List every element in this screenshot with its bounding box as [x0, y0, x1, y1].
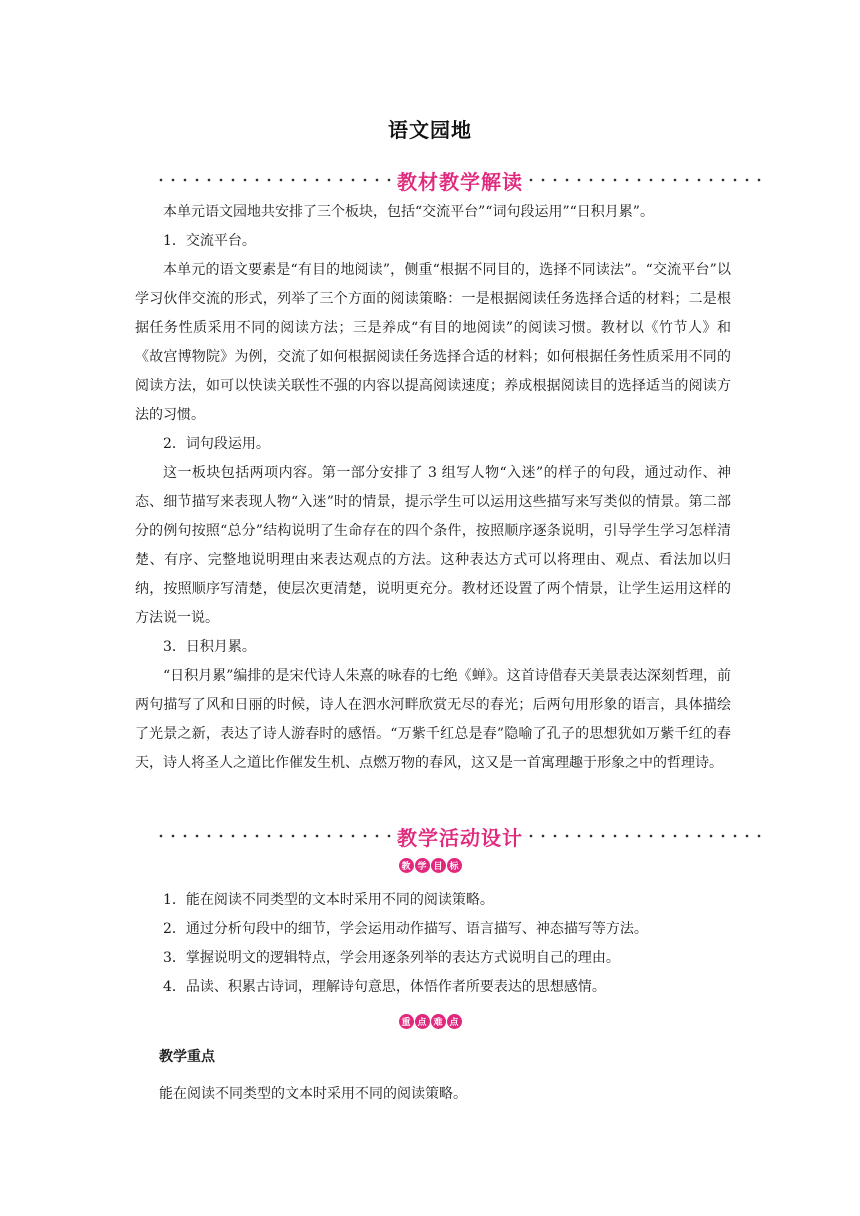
- badge-char: 标: [447, 858, 462, 873]
- badge-char: 点: [415, 1014, 430, 1029]
- dotted-divider-right: [527, 178, 765, 182]
- dotted-divider-left: [155, 178, 393, 182]
- section-heading: 教学活动设计: [397, 825, 523, 850]
- list-heading: 3．日积月累。: [163, 639, 256, 655]
- dotted-divider-right: [527, 834, 765, 838]
- dotted-divider-left: [155, 834, 393, 838]
- badge-char: 学: [415, 858, 430, 873]
- section-heading: 教材教学解读: [397, 169, 523, 194]
- badge-char: 教: [399, 858, 414, 873]
- goal-item: 2．通过分析句段中的细节，学会运用动作描写、语言描写、神态描写等方法。: [163, 921, 648, 937]
- section-banner-activity-design: [155, 820, 765, 852]
- goals-list: [135, 886, 731, 1002]
- list-heading: 1．交流平台。: [163, 233, 256, 249]
- badge-teaching-goals: [0, 858, 860, 873]
- goal-item: 1．能在阅读不同类型的文本时采用不同的阅读策略。: [163, 892, 494, 908]
- page-title: 语文园地: [388, 118, 472, 142]
- paragraph: “日积月累”编排的是宋代诗人朱熹的咏春的七绝《蝉》。这首诗借春天美景表达深刻哲理，前两句描写了风和日丽的时候，诗人在泗水河畔欣赏无尽的春光；后两句用形象的语言，具体描绘了光景之新，表达了诗人游春时的感悟。“万紫千红总是春”隐喻了孔子的思想犹如万紫千红的春天，诗人将圣人之道比作催发生机、点燃万物的春风，这又是一首寓理趣于形象之中的哲理诗。: [135, 668, 731, 771]
- paragraph: 这一板块包括两项内容。第一部分安排了 3 组写人物“入迷”的样子的句段，通过动作、神态、细节描写来表现人物“入迷”时的情景，提示学生可以运用这些描写来写类似的情景。第二部分的例句按照“总分”结构说明了生命存在的四个条件，按照顺序逐条说明，引导学生学习怎样清楚、有序、完整地说明理由来表达观点的方法。这种表达方式可以将理由、观点、看法加以归纳，按照顺序写清楚，使层次更清楚，说明更充分。教材还设置了两个情景，让学生运用这样的方法说一说。: [135, 465, 731, 626]
- key-point-text: 能在阅读不同类型的文本时采用不同的阅读策略。: [159, 1086, 467, 1102]
- badge-key-difficult-points: [0, 1014, 860, 1029]
- badge-char: 点: [447, 1014, 462, 1029]
- badge-char: 重: [399, 1014, 414, 1029]
- list-heading: 2．词句段运用。: [163, 436, 270, 452]
- section-banner-textbook-interpretation: [155, 164, 765, 196]
- badge-char: 难: [431, 1014, 446, 1029]
- paragraph: 本单元的语文要素是“有目的地阅读”，侧重“根据不同目的，选择不同读法”。“交流平台”以学习伙伴交流的形式，列举了三个方面的阅读策略：一是根据阅读任务选择合适的材料；二是根据任务性质采用不同的阅读方法；三是养成“有目的地阅读”的阅读习惯。教材以《竹节人》和《故宫博物院》为例，交流了如何根据阅读任务选择合适的材料；如何根据任务性质采用不同的阅读方法，如可以快读关联性不强的内容以提高阅读速度；养成根据阅读目的选择适当的阅读方法的习惯。: [135, 262, 731, 423]
- goal-item: 4．品读、积累古诗词，理解诗句意思，体悟作者所要表达的思想感情。: [163, 979, 606, 995]
- section-body: [135, 198, 731, 778]
- goal-item: 3．掌握说明文的逻辑特点，学会用逐条列举的表达方式说明自己的理由。: [163, 950, 620, 966]
- paragraph: 本单元语文园地共安排了三个板块，包括“交流平台”“词句段运用”“日积月累”。: [163, 204, 654, 220]
- badge-char: 目: [431, 858, 446, 873]
- subheading-teaching-focus: 教学重点: [159, 1049, 215, 1065]
